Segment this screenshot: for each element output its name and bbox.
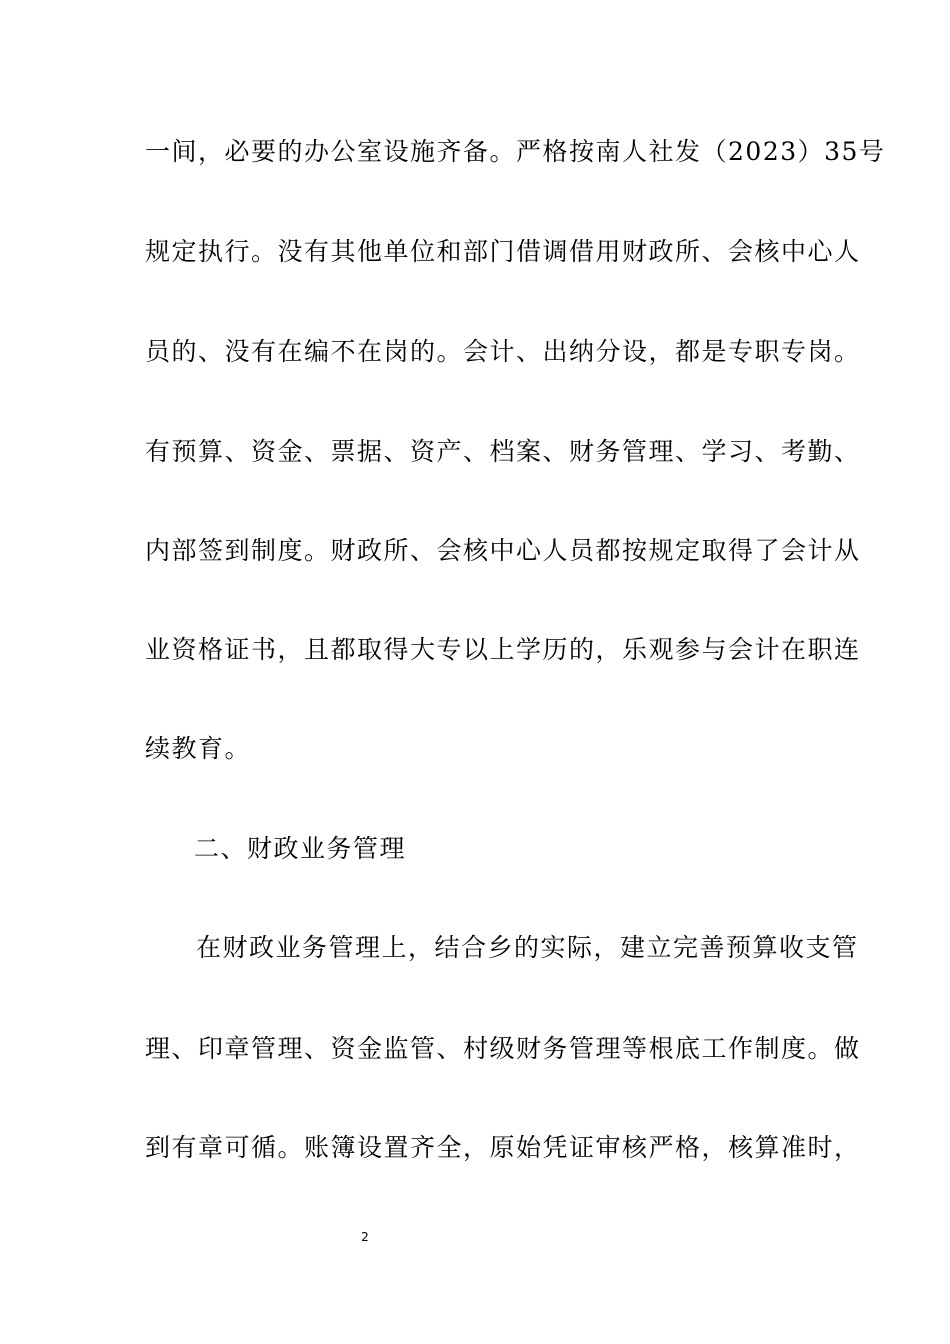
text-line: 到有章可循。账簿设置齐全，原始凭证审核严格，核算准时， xyxy=(145,1133,861,1162)
text-line: 续教育。 xyxy=(145,734,252,763)
text-line: 在财政业务管理上，结合乡的实际，建立完善预算收支管 xyxy=(196,933,859,962)
text-line: 一间，必要的办公室设施齐备。严格按南人社发（2023）35号 xyxy=(145,137,886,166)
text-line: 理、印章管理、资金监管、村级财务管理等根底工作制度。做 xyxy=(145,1034,861,1063)
text-line: 规定执行。没有其他单位和部门借调借用财政所、会核中心人 xyxy=(145,237,861,266)
text-line: 有预算、资金、票据、资产、档案、财务管理、学习、考勤、 xyxy=(145,437,861,466)
text-line: 业资格证书，且都取得大专以上学历的，乐观参与会计在职连 xyxy=(145,635,861,664)
page-number: 2 xyxy=(361,1230,369,1244)
text-line: 内部签到制度。财政所、会核中心人员都按规定取得了会计从 xyxy=(145,536,861,565)
text-line: 员的、没有在编不在岗的。会计、出纳分设，都是专职专岗。 xyxy=(145,337,861,366)
section-heading: 二、财政业务管理 xyxy=(194,834,407,863)
